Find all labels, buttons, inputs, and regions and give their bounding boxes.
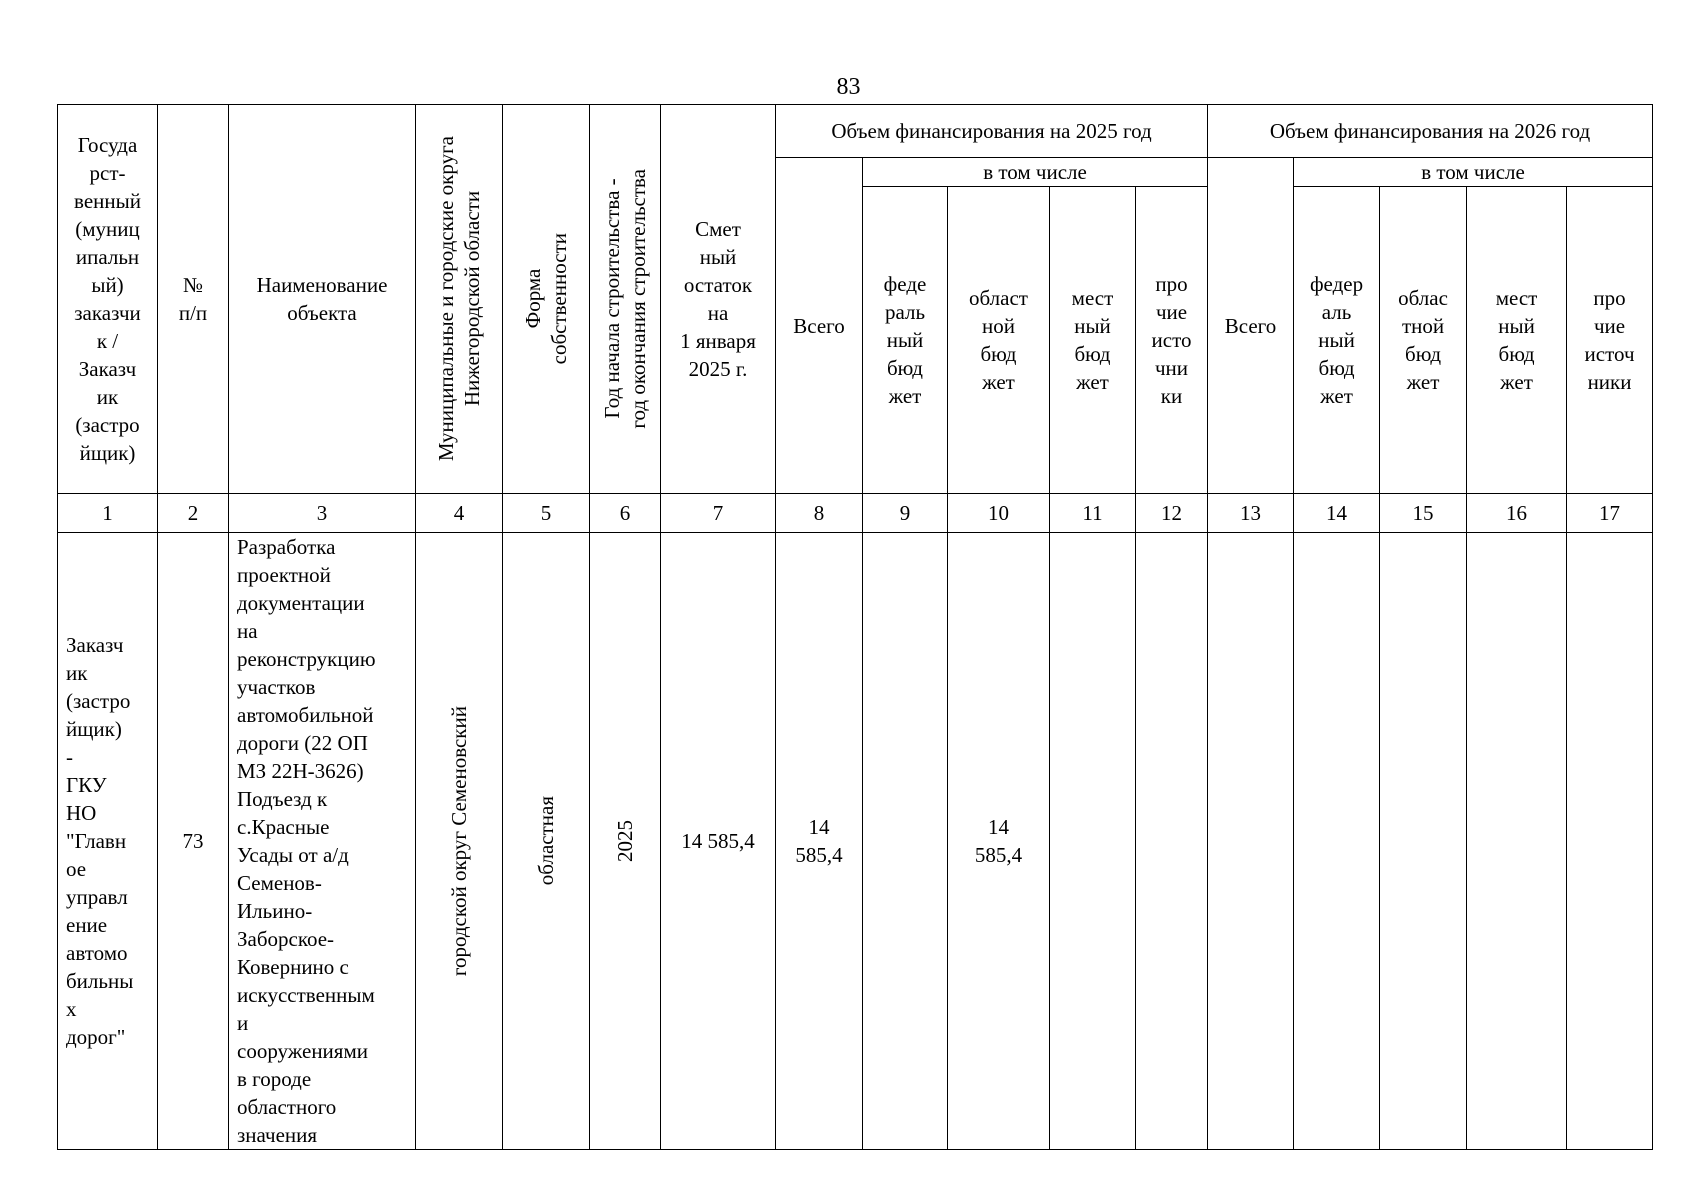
column-number: 1	[58, 494, 158, 533]
header-federal-2025: феде раль ный бюд жет	[863, 187, 948, 494]
cell-ownership: областная	[503, 533, 590, 1150]
header-estimate-balance: Смет ный остаток на 1 января 2025 г.	[661, 105, 776, 494]
column-number: 8	[776, 494, 863, 533]
cell-other-2026	[1567, 533, 1653, 1150]
header-including-2025: в том числе	[863, 158, 1208, 187]
header-including-2026: в том числе	[1294, 158, 1653, 187]
cell-local-2025	[1050, 533, 1136, 1150]
header-customer: Госуда рст- венный (муниц ипальн ый) заказчи к / Заказч ик (застро йщик)	[58, 105, 158, 494]
header-local-2025: мест ный бюд жет	[1050, 187, 1136, 494]
investment-table	[57, 104, 1653, 1150]
header-regional-2026: облас тной бюд жет	[1380, 187, 1467, 494]
header-row-no: № п/п	[158, 105, 229, 494]
header-municipality: Муниципальные и городские округа Нижегородской области	[416, 105, 503, 494]
column-number: 11	[1050, 494, 1136, 533]
header-ownership: Форма собственности	[503, 105, 590, 494]
table-row	[58, 533, 1653, 1150]
column-number: 4	[416, 494, 503, 533]
cell-total-2025: 14 585,4	[776, 533, 863, 1150]
column-number: 12	[1136, 494, 1208, 533]
header-other-2025: про чие исто чни ки	[1136, 187, 1208, 494]
header-local-2026: мест ный бюд жет	[1467, 187, 1567, 494]
column-number: 16	[1467, 494, 1567, 533]
header-other-2026: про чие источ ники	[1567, 187, 1653, 494]
column-number: 13	[1208, 494, 1294, 533]
header-object-name: Наименование объекта	[229, 105, 416, 494]
header-funding-2026: Объем финансирования на 2026 год	[1208, 105, 1653, 158]
cell-regional-2026	[1380, 533, 1467, 1150]
header-total-2025: Всего	[776, 158, 863, 494]
page-number: 83	[836, 74, 861, 100]
header-years: Год начала строительства - год окончания строительства	[590, 105, 661, 494]
column-number: 6	[590, 494, 661, 533]
column-number-row	[58, 494, 1653, 533]
column-number: 3	[229, 494, 416, 533]
cell-object-name: Разработка проектной документации на реконструкцию участков автомобильной дороги (22 ОП МЗ 22Н-3626) Подъезд к с.Красные Усады от а/д Семенов- Ильино- Заборское- Ковернино с искусственным и сооружениями в городе областного значения	[229, 533, 416, 1150]
cell-federal-2026	[1294, 533, 1380, 1150]
cell-regional-2025: 14 585,4	[948, 533, 1050, 1150]
column-number: 15	[1380, 494, 1467, 533]
cell-customer: Заказч ик (застро йщик) - ГКУ НО "Главн ое управл ение автомо бильны х дорог"	[58, 533, 158, 1150]
cell-municipality: городской округ Семеновский	[416, 533, 503, 1150]
cell-estimate-balance: 14 585,4	[661, 533, 776, 1150]
cell-local-2026	[1467, 533, 1567, 1150]
column-number: 7	[661, 494, 776, 533]
cell-row-no: 73	[158, 533, 229, 1150]
column-number: 9	[863, 494, 948, 533]
column-number: 14	[1294, 494, 1380, 533]
header-federal-2026: федер аль ный бюд жет	[1294, 187, 1380, 494]
cell-years: 2025	[590, 533, 661, 1150]
cell-total-2026	[1208, 533, 1294, 1150]
column-number: 17	[1567, 494, 1653, 533]
header-total-2026: Всего	[1208, 158, 1294, 494]
header-funding-2025: Объем финансирования на 2025 год	[776, 105, 1208, 158]
column-number: 5	[503, 494, 590, 533]
header-row-1	[58, 105, 1653, 158]
column-number: 10	[948, 494, 1050, 533]
column-number: 2	[158, 494, 229, 533]
header-regional-2025: област ной бюд жет	[948, 187, 1050, 494]
cell-other-2025	[1136, 533, 1208, 1150]
cell-federal-2025	[863, 533, 948, 1150]
